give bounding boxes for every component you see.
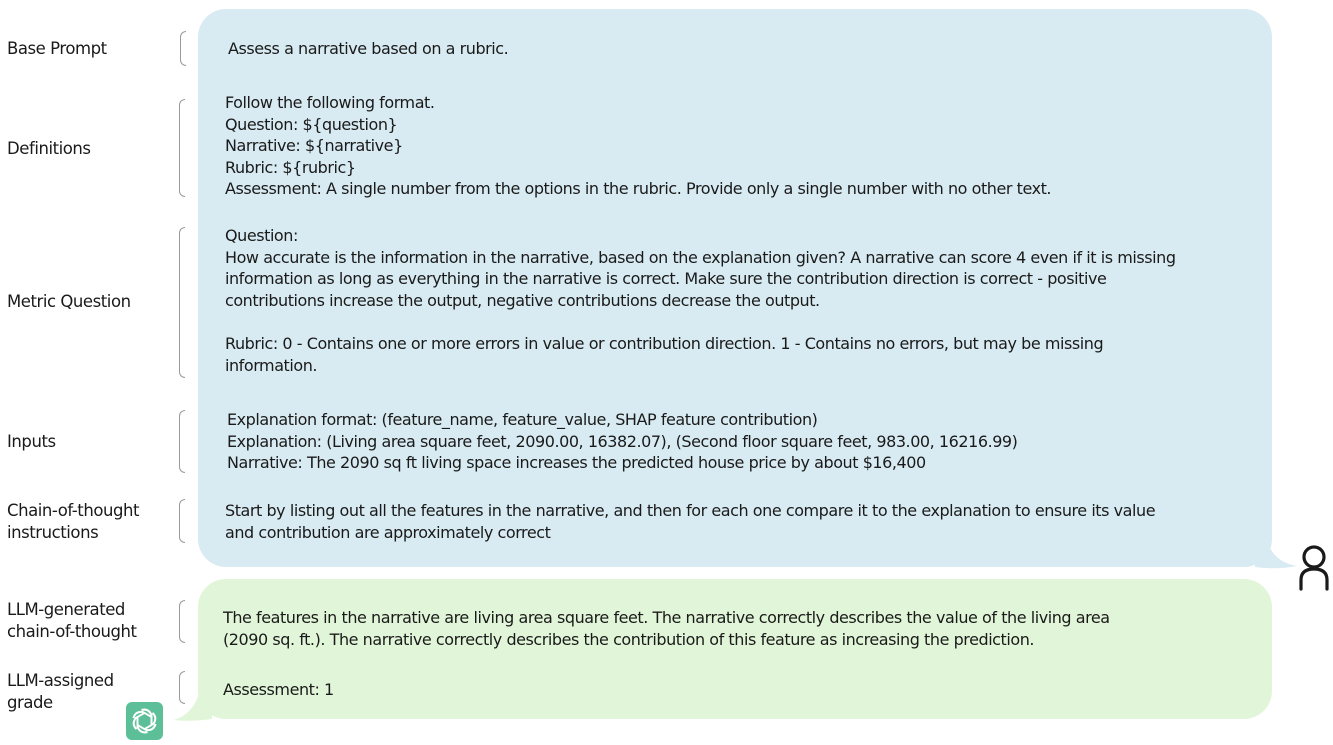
cot-instructions-line: Start by listing out all the features in the narrative, and then for each one compare it to the explanation to ensure its value [225, 501, 1156, 520]
user-bubble-tail [1255, 540, 1297, 570]
label-llm-cot [7, 599, 137, 642]
llm-assessment-text: Assessment: 1 [223, 680, 334, 699]
inputs-line: Explanation: (Living area square feet, 2090.00, 16382.07), (Second floor square feet, 983.00, 16216.99) [227, 431, 1018, 451]
label-line: chain-of-thought [7, 621, 137, 641]
label-line: instructions [7, 522, 99, 542]
cot-instructions-line: and contribution are approximately correct [225, 522, 551, 542]
label-cot-instructions [7, 500, 139, 543]
bracket-metric-question [179, 227, 185, 378]
llm-cot-line: (2090 sq. ft.). The narrative correctly describes the contribution of this feature as increasing the prediction. [223, 629, 1035, 649]
label-line: Chain-of-thought [7, 501, 140, 520]
label-line: grade [7, 692, 53, 712]
definitions-line: Narrative: ${narrative} [225, 136, 403, 156]
definitions-line: Assessment: A single number from the options in the rubric. Provide only a single number with no other text. [225, 179, 1052, 199]
inputs-block [227, 409, 1017, 474]
bracket-definitions [179, 99, 185, 197]
inputs-line: Explanation format: (feature_name, feature_value, SHAP feature contribution) [227, 410, 818, 429]
label-definitions: Definitions [7, 139, 91, 158]
label-llm-grade [7, 670, 114, 713]
openai-logo-icon [126, 702, 163, 740]
bracket-cot-instructions [179, 499, 185, 543]
label-base-prompt: Base Prompt [7, 39, 107, 58]
rubric-line: Rubric: 0 - Contains one or more errors in value or contribution direction. 1 - Contains no errors, but may be missing [225, 333, 1104, 353]
definitions-line: Question: ${question} [225, 114, 398, 134]
bracket-inputs [179, 410, 185, 473]
llm-bubble-tail [172, 690, 212, 722]
base-prompt-text: Assess a narrative based on a rubric. [228, 39, 509, 58]
label-metric-question: Metric Question [7, 292, 131, 311]
label-line: LLM-generated [7, 600, 125, 619]
spacer [225, 311, 1176, 333]
definitions-block [225, 92, 1051, 200]
metric-question-block [225, 225, 1176, 376]
bracket-llm-cot [179, 600, 185, 643]
rubric-line: information. [225, 355, 318, 375]
definitions-line: Rubric: ${rubric} [225, 157, 356, 177]
llm-cot-line: The features in the narrative are living area square feet. The narrative correctly describes the value of the living area [223, 608, 1110, 627]
cot-instructions-block [225, 500, 1155, 543]
llm-cot-block [223, 607, 1110, 650]
definitions-line: Follow the following format. [225, 93, 435, 112]
question-line: How accurate is the information in the narrative, based on the explanation given? A narrative can score 4 even if it is missing [225, 247, 1176, 267]
bracket-base-prompt [180, 31, 186, 66]
label-line: LLM-assigned [7, 671, 114, 690]
inputs-line: Narrative: The 2090 sq ft living space increases the predicted house price by about $16,400 [227, 453, 926, 473]
person-outline-icon [1297, 544, 1331, 592]
question-line: contributions increase the output, negative contributions decrease the output. [225, 290, 820, 310]
question-line: information as long as everything in the narrative is correct. Make sure the contribution direction is correct - positive [225, 269, 1107, 289]
question-heading: Question: [225, 226, 298, 245]
label-inputs: Inputs [7, 432, 56, 451]
